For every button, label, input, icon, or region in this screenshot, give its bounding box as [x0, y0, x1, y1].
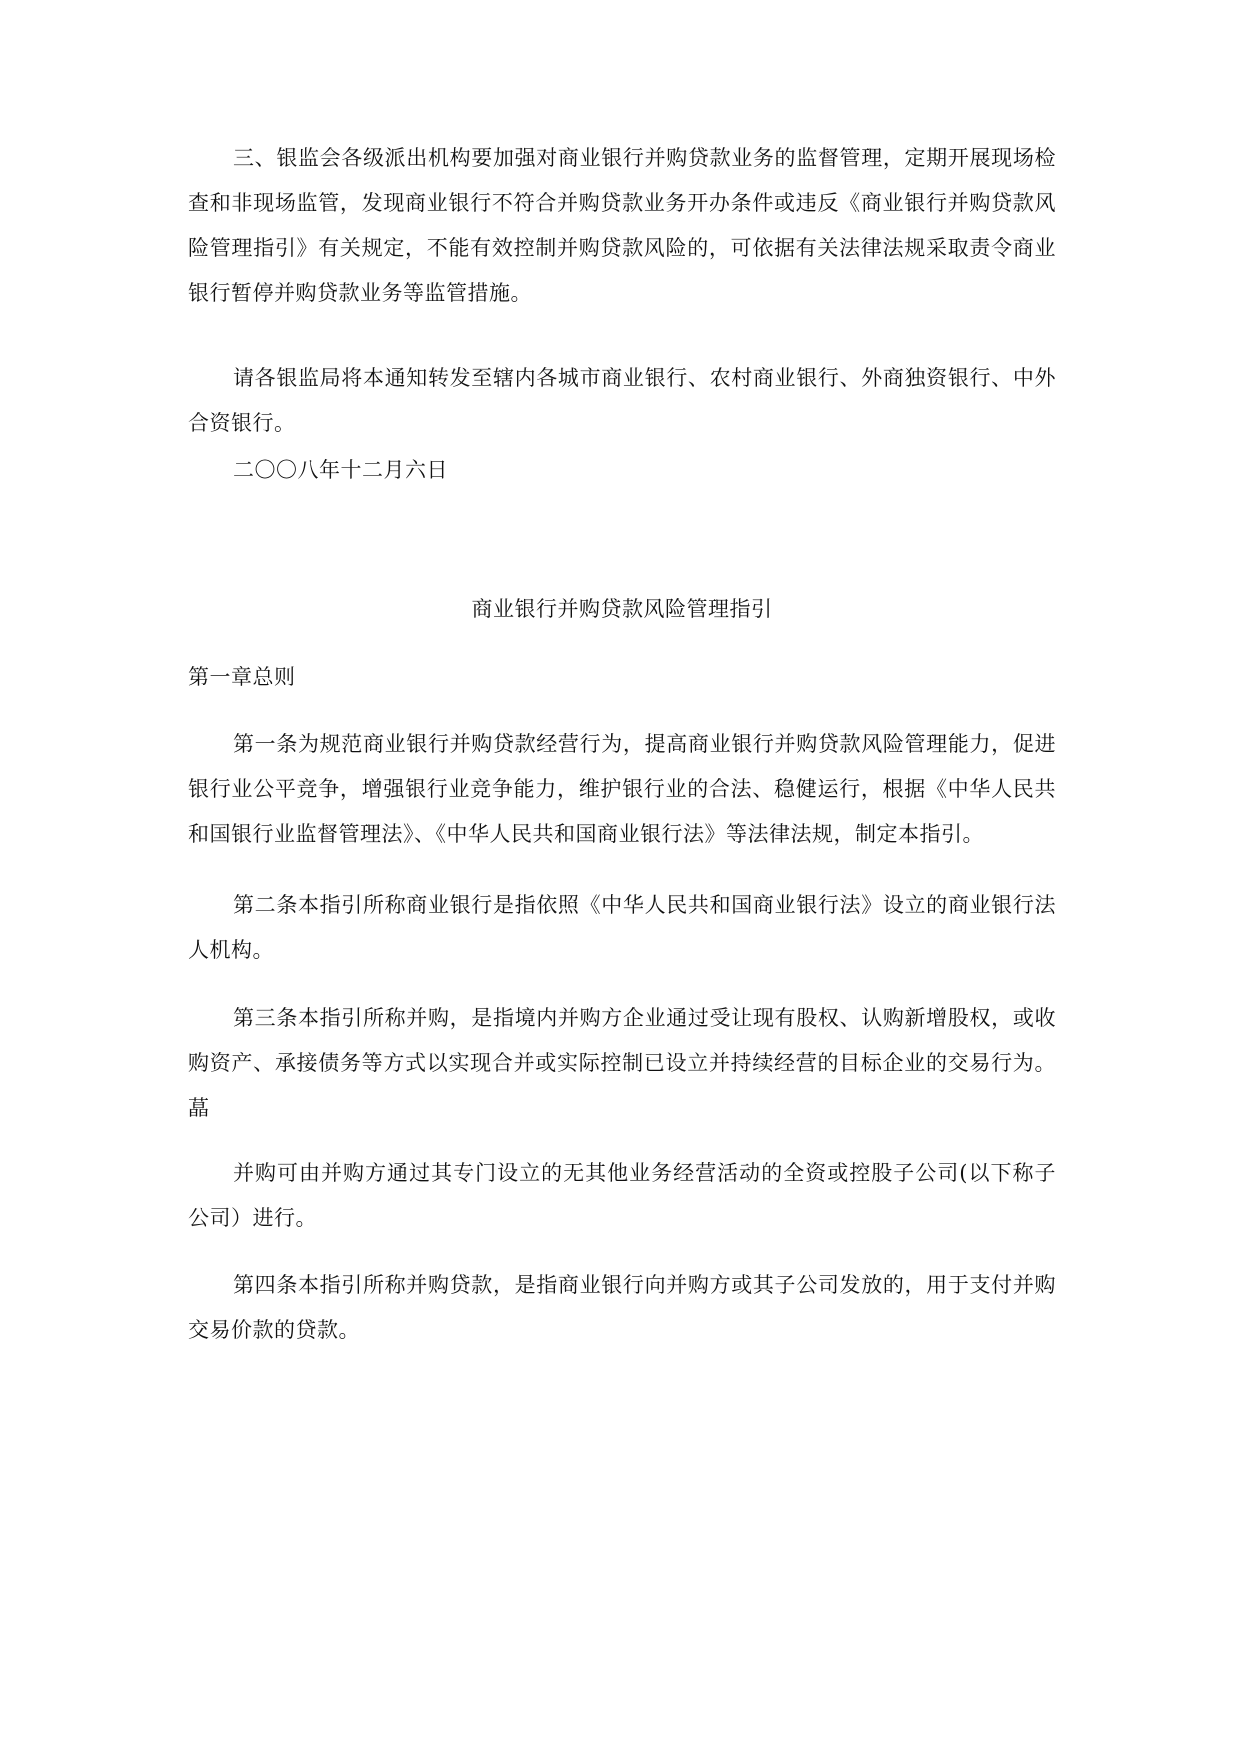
paragraph-date: 二〇〇八年十二月六日	[233, 458, 448, 482]
guideline-title: 商业银行并购贷款风险管理指引	[471, 597, 773, 621]
article-2: 第二条本指引所称商业银行是指依照《中华人民共和国商业银行法》设立的商业银行法人机构。	[188, 893, 1056, 962]
paragraph-supervision: 三、银监会各级派出机构要加强对商业银行并购贷款业务的监督管理，定期开展现场检查和非现场监管，发现商业银行不符合并购贷款业务开办条件或违反《商业银行并购贷款风险管理指引》有关规定，不能有效控制并购贷款风险的，可依据有关法律法规采取责令商业银行暂停并购贷款业务等监管措施。	[188, 146, 1056, 305]
article-4: 第四条本指引所称并购贷款，是指商业银行向并购方或其子公司发放的，用于支付并购交易价款的贷款。	[188, 1273, 1056, 1342]
chapter-heading: 第一章总则	[188, 665, 296, 689]
article-3: 第三条本指引所称并购，是指境内并购方企业通过受让现有股权、认购新增股权，或收购资产、承接债务等方式以实现合并或实际控制已设立并持续经营的目标企业的交易行为。蕌	[188, 1006, 1056, 1120]
article-3-subclause: 并购可由并购方通过其专门设立的无其他业务经营活动的全资或控股子公司(以下称子公司）进行。	[188, 1161, 1056, 1230]
article-1: 第一条为规范商业银行并购贷款经营行为，提高商业银行并购贷款风险管理能力，促进银行业公平竞争，增强银行业竞争能力，维护银行业的合法、稳健运行，根据《中华人民共和国银行业监督管理法》、《中华人民共和国商业银行法》等法律法规，制定本指引。	[188, 732, 1056, 846]
paragraph-forward-notice: 请各银监局将本通知转发至辖内各城市商业银行、农村商业银行、外商独资银行、中外合资银行。	[188, 366, 1056, 435]
